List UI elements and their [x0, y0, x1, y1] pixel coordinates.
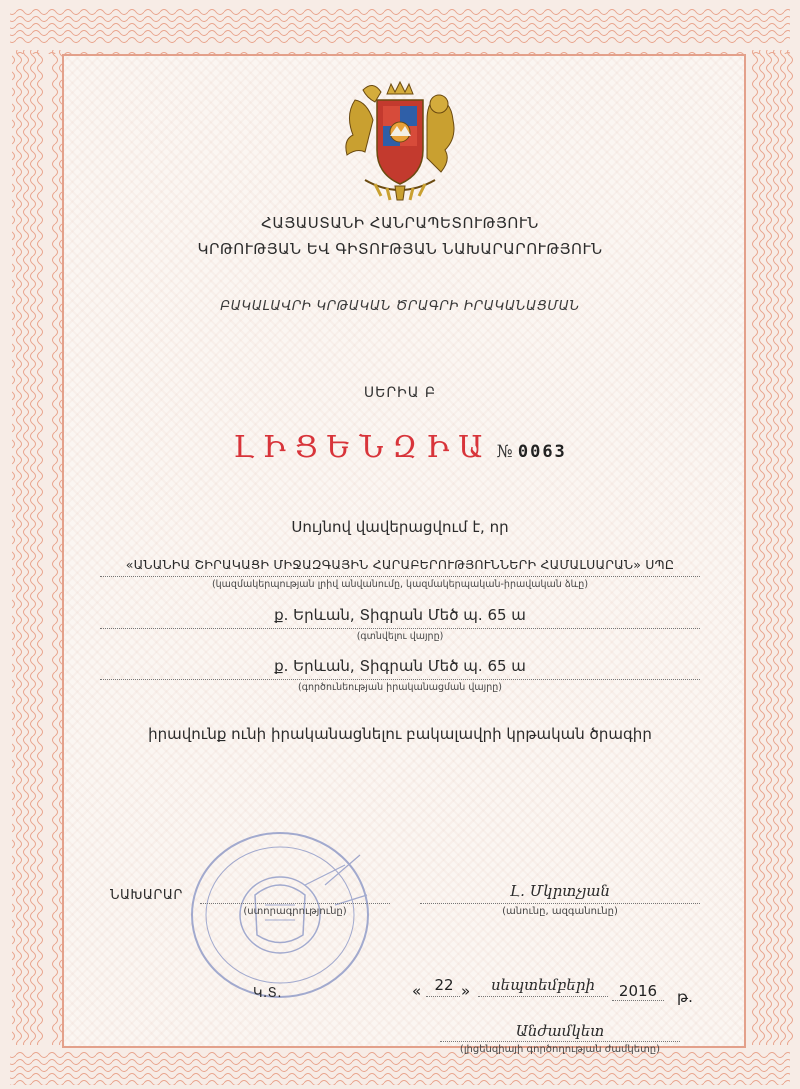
series-label: ՍԵՐԻԱ Բ [363, 385, 437, 401]
license-title-row [0, 430, 800, 465]
organization-line [100, 576, 700, 577]
license-subtitle: ԲԱԿԱԼԱՎՐԻ ԿՐԹԱԿԱՆ ԾՐԱԳՐԻ ԻՐԱԿԱՆԱՑՄԱՆ [220, 298, 580, 314]
minister-label: ՆԱԽԱՐԱՐ [110, 888, 183, 903]
date-open-quote: « [412, 982, 422, 1000]
location-caption: (գտնվելու վայրը) [356, 631, 444, 642]
validity-value: Անժամկետ [515, 1022, 605, 1040]
date-year: 2016 [618, 982, 658, 1000]
seal-place-label: Կ.Տ. [253, 986, 282, 1001]
license-title: ԼԻՑԵՆԶԻԱ [233, 430, 492, 465]
organization-name: «ԱՆԱՆԻԱ ՇԻՐԱԿԱՑԻ ՄԻՋԱԶԳԱՅԻՆ ՀԱՐԱԲԵՐՈՒԹՅՈՒՆՆԵՐԻ ՀԱՄԱԼՍԱՐԱՆ» ՍՊԸ [125, 557, 675, 572]
right-statement: իրավունք ունի իրականացնելու բակալավրի կրթական ծրագիր [148, 725, 652, 743]
year-line [612, 1000, 664, 1001]
intro-text: Սույնով վավերացվում է, որ [291, 518, 509, 536]
signature-caption: (ստորագրությունը) [243, 906, 347, 917]
day-line [426, 996, 460, 997]
signature-line [200, 903, 390, 904]
validity-line [440, 1041, 680, 1042]
activity-place-line [100, 679, 700, 680]
name-caption: (անունը, ազգանունը) [502, 906, 618, 917]
date-month: սեպտեմբերի [490, 976, 596, 994]
activity-place-caption: (գործունեության իրականացման վայրը) [298, 682, 502, 693]
number-sign: № [496, 442, 513, 462]
ministry-title: ԿՐԹՈՒԹՅԱՆ ԵՎ ԳԻՏՈՒԹՅԱՆ ՆԱԽԱՐԱՐՈՒԹՅՈՒՆ [197, 240, 603, 258]
date-suffix: թ. [677, 988, 693, 1006]
date-close-quote: » [461, 982, 471, 1000]
license-number: 0063 [517, 442, 567, 462]
validity-caption: (լիցենզիայի գործողության ժամկետը) [459, 1044, 661, 1055]
month-line [478, 996, 608, 997]
armenia-coat-of-arms-icon [335, 80, 465, 205]
organization-caption: (կազմակերպության լրիվ անվանումը, կազմակերպական-իրավական ձևը) [211, 579, 589, 590]
minister-name: Լ. Մկրտչյան [509, 882, 611, 900]
country-title: ՀԱՅԱՍՏԱՆԻ ՀԱՆՐԱՊԵՏՈՒԹՅՈՒՆ [261, 214, 539, 232]
name-line [420, 903, 700, 904]
location-line [100, 628, 700, 629]
date-day: 22 [434, 976, 454, 994]
activity-place-value: ք. Երևան, Տիգրան Մեծ պ. 65 ա [274, 657, 526, 675]
location-value: ք. Երևան, Տիգրան Մեծ պ. 65 ա [274, 606, 526, 624]
